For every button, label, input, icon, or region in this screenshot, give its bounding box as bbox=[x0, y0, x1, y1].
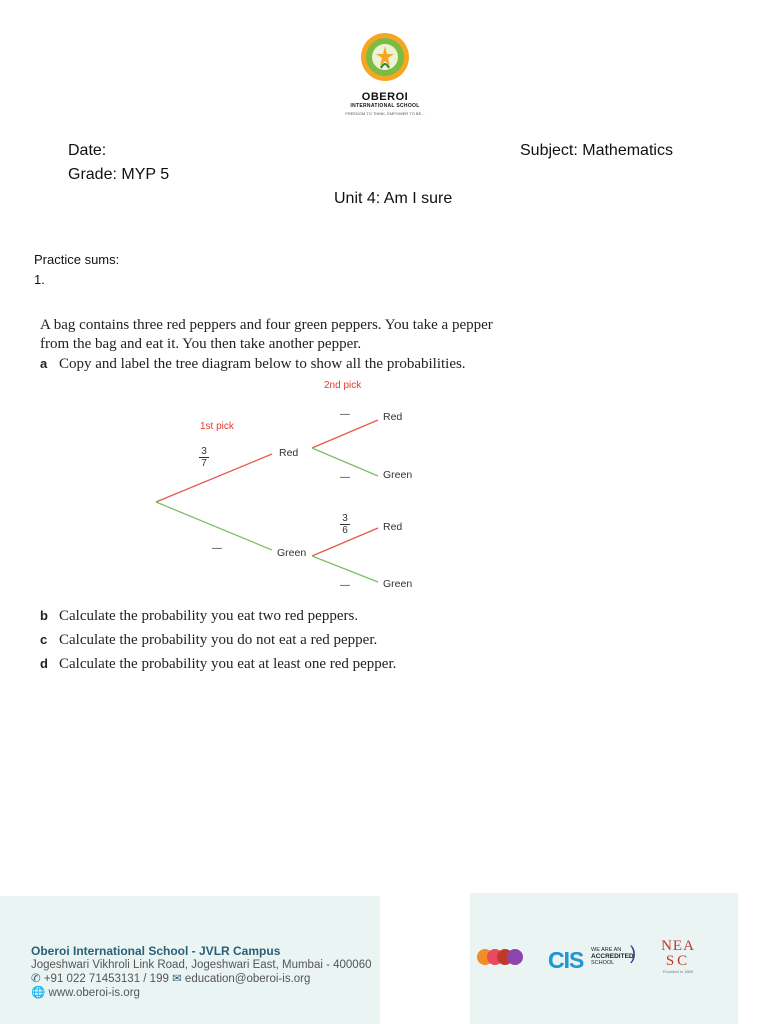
neasc-logo bbox=[658, 939, 698, 974]
part-letter: c bbox=[40, 632, 48, 647]
neasc-founded: Founded in 1885 bbox=[662, 969, 694, 974]
part-text: Calculate the probability you eat two red peppers. bbox=[59, 608, 359, 624]
blank-first-green: — bbox=[212, 543, 222, 554]
subject-label: Subject: Mathematics bbox=[520, 142, 673, 159]
question-number: 1. bbox=[34, 272, 45, 287]
question-part-b bbox=[40, 604, 740, 628]
footer-campus: Oberoi International School - JVLR Campus bbox=[31, 944, 281, 958]
neasc-line-1: NEA bbox=[661, 938, 695, 954]
fraction-numerator: 3 bbox=[342, 513, 348, 524]
cis-badge-line-3: SCHOOL bbox=[591, 960, 615, 966]
question-part-d bbox=[40, 652, 740, 676]
cis-badge-line-2: ACCREDITED bbox=[591, 952, 634, 960]
leaf-red-green: Green bbox=[383, 469, 413, 481]
footer-contact-line bbox=[31, 972, 372, 986]
part-letter: b bbox=[40, 608, 48, 623]
leaf-green-green: Green bbox=[383, 578, 413, 590]
neasc-line-2: SC bbox=[665, 953, 691, 969]
school-tagline: FREEDOM TO THINK, EMPOWER TO BE... bbox=[345, 111, 425, 116]
question-parts bbox=[40, 604, 740, 676]
part-text: Calculate the probability you do not eat a red pepper. bbox=[59, 632, 378, 648]
fraction-first-red bbox=[197, 446, 211, 469]
part-letter: a bbox=[40, 356, 48, 371]
cis-bracket-icon: ) bbox=[630, 943, 636, 963]
fraction-numerator: 3 bbox=[201, 446, 207, 457]
blank-red-red: — bbox=[340, 409, 350, 420]
cis-badge-line-1: WE ARE AN bbox=[591, 947, 622, 953]
branch-first-red bbox=[156, 454, 272, 502]
phone-icon: ✆ bbox=[31, 973, 41, 985]
grade-label: Grade: MYP 5 bbox=[68, 166, 170, 183]
fraction-denominator: 7 bbox=[201, 458, 207, 469]
footer-phone[interactable]: +91 022 71453131 / 199 bbox=[43, 973, 169, 985]
cis-logo bbox=[548, 947, 583, 974]
footer-contact bbox=[0, 896, 380, 1024]
blank-green-green: — bbox=[340, 580, 350, 591]
school-sub: INTERNATIONAL SCHOOL bbox=[350, 103, 420, 109]
part-text: Calculate the probability you eat at least one red pepper. bbox=[59, 656, 397, 672]
practice-heading: Practice sums: bbox=[34, 252, 120, 267]
question-part-c bbox=[40, 628, 740, 652]
ib-logo-icon bbox=[475, 945, 527, 971]
footer-website[interactable]: www.oberoi-is.org bbox=[48, 987, 140, 999]
unit-title: Unit 4: Am I sure bbox=[334, 190, 453, 207]
footer-address: Jogeshwari Vikhroli Link Road, Jogeshwari East, Mumbai - 400060 bbox=[31, 959, 372, 971]
node-green: Green bbox=[277, 547, 307, 559]
first-pick-label: 1st pick bbox=[200, 421, 234, 432]
footer-website-line bbox=[31, 986, 372, 1000]
globe-icon: 🌐 bbox=[31, 987, 46, 999]
question-intro-line-1: A bag contains three red peppers and four green peppers. You take a pepper bbox=[40, 317, 493, 333]
branch-red-red bbox=[312, 420, 378, 448]
blank-red-green: — bbox=[340, 472, 350, 483]
footer-accreditations bbox=[470, 893, 738, 1024]
question-intro-line-2: from the bag and eat it. You then take another pepper. bbox=[40, 336, 362, 352]
leaf-green-red: Red bbox=[383, 521, 403, 533]
branch-green-green bbox=[312, 556, 378, 582]
node-red: Red bbox=[279, 447, 299, 459]
footer-email[interactable]: education@oberoi-is.org bbox=[184, 973, 311, 985]
cis-badge bbox=[591, 947, 634, 967]
leaf-red-red: Red bbox=[383, 411, 403, 423]
date-label: Date: bbox=[68, 142, 107, 159]
cis-text: CIS bbox=[548, 947, 584, 973]
fraction-denominator: 6 bbox=[342, 525, 348, 536]
part-text: Copy and label the tree diagram below to show all the probabilities. bbox=[59, 356, 466, 372]
part-letter: d bbox=[40, 656, 48, 671]
school-name: OBEROI bbox=[361, 91, 409, 103]
fraction-green-red bbox=[338, 513, 352, 536]
email-icon: ✉ bbox=[172, 973, 182, 985]
second-pick-label: 2nd pick bbox=[324, 380, 362, 391]
